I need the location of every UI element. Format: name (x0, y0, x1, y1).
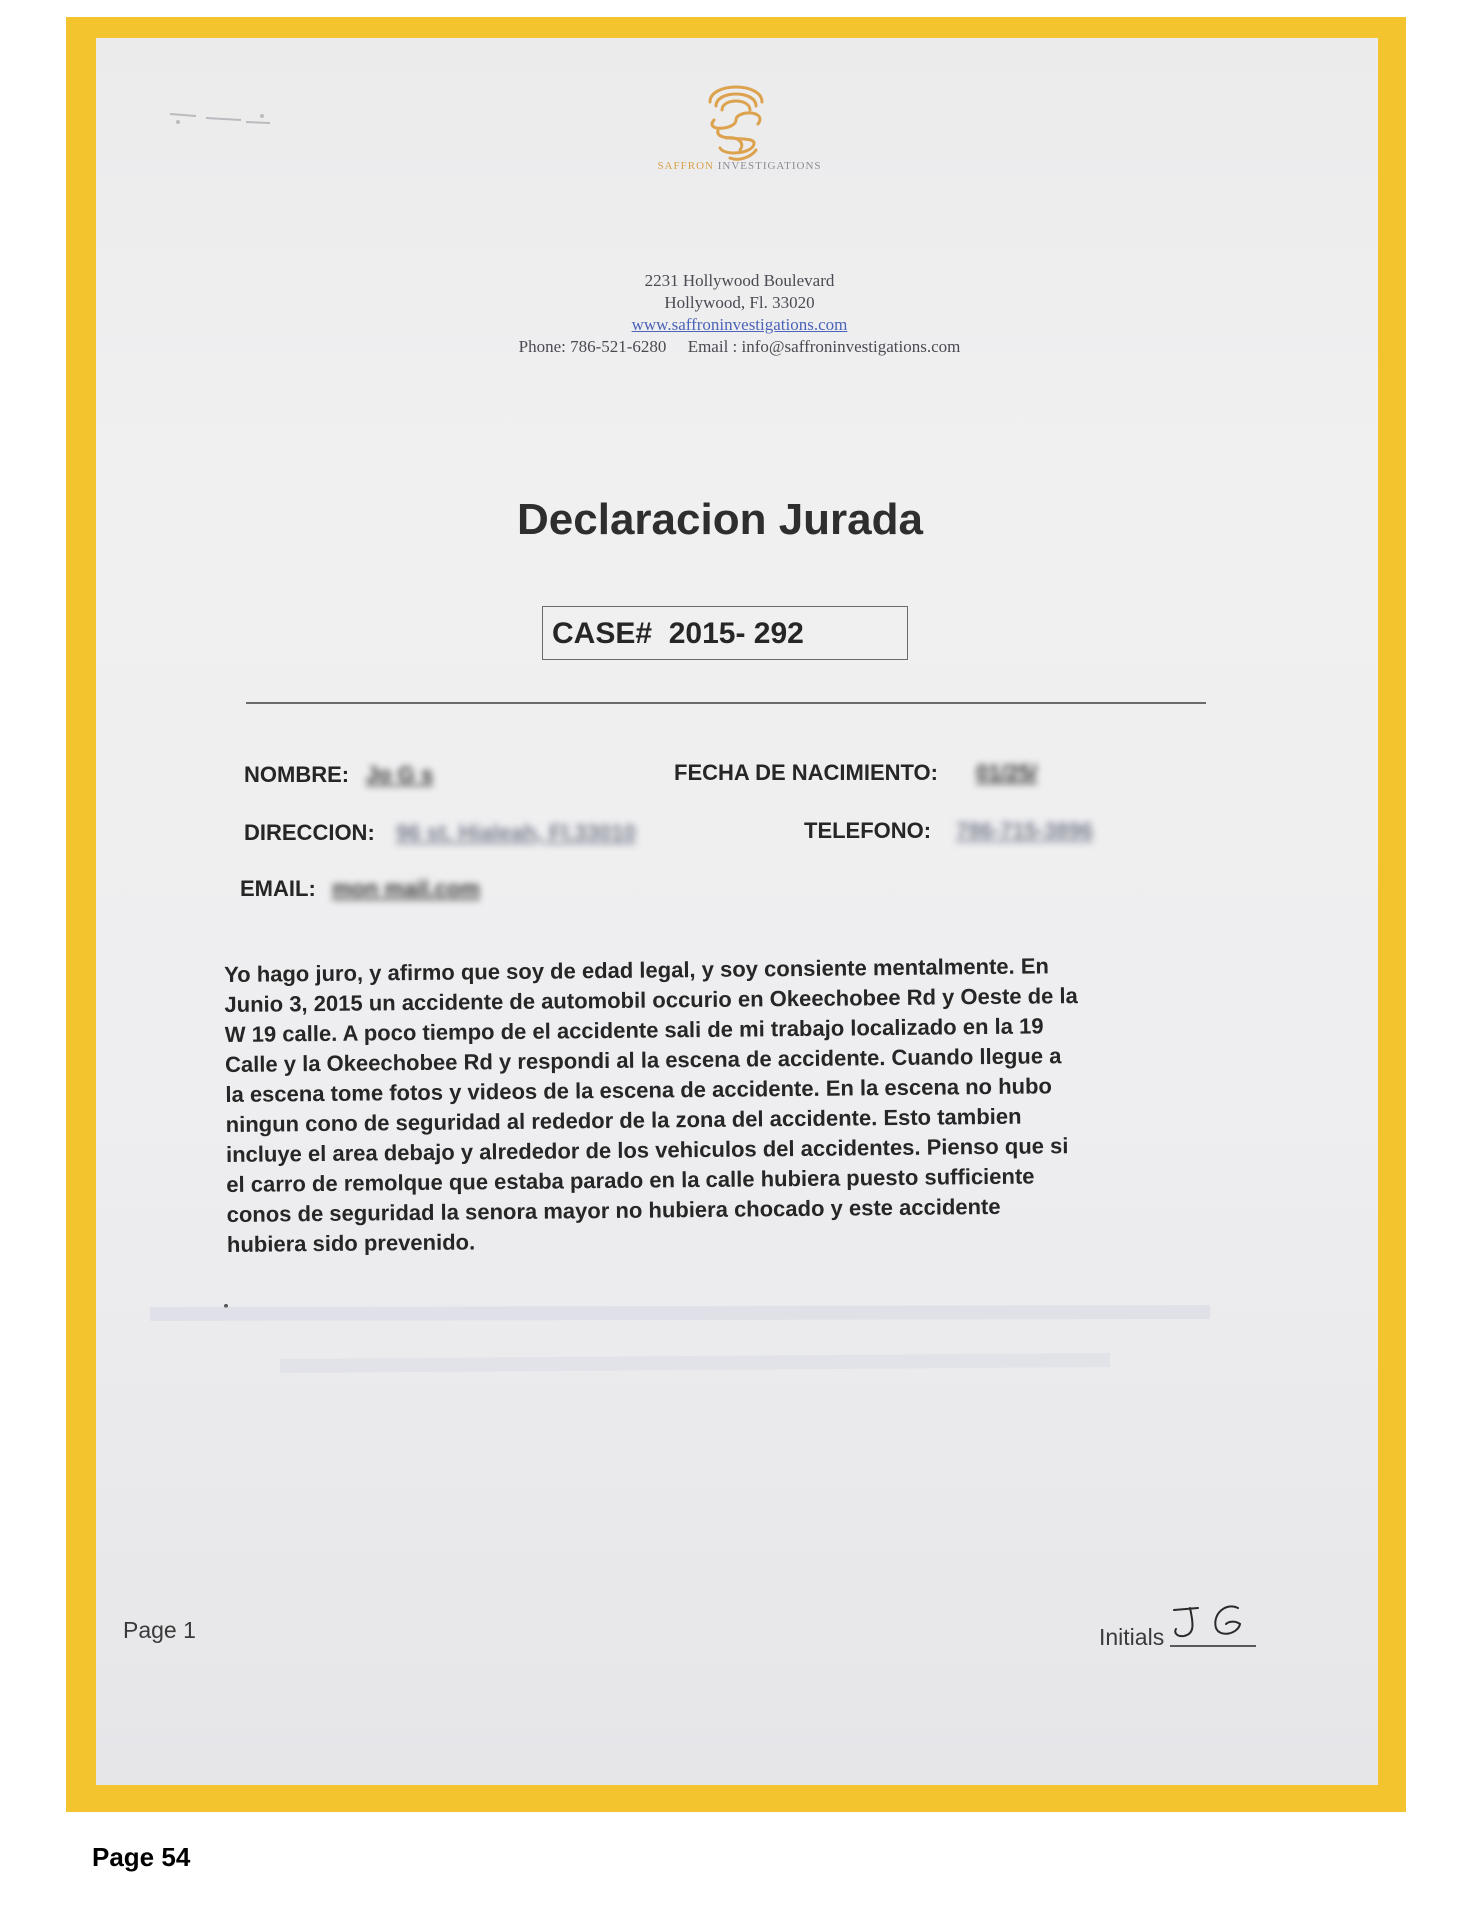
email-field-value-redacted: mon mail.com (332, 876, 480, 901)
statement-line: hubiera sido prevenido. (226, 1229, 476, 1257)
email-address: info@saffroninvestigations.com (741, 337, 961, 356)
phone-number: 786-521-6280 (570, 337, 667, 356)
telefono-value-redacted: 786-715-3896 (956, 818, 1094, 843)
statement-line: incluye el area debajo y alrededor de los vehiculos del accidentes. Pienso que si (225, 1133, 1069, 1167)
letterhead-address (0, 270, 1479, 358)
nombre-label: NOMBRE: (244, 762, 350, 787)
statement-line: ningun cono de seguridad al rededor de la zona del accidente. Esto tambien (225, 1103, 1022, 1137)
statement-line: Junio 3, 2015 un accidente de automobil occurio en Okeechobee Rd y Oeste de la (224, 983, 1078, 1017)
case-label: CASE# (552, 617, 653, 650)
initials-label: Initials (1099, 1624, 1165, 1650)
document-page-number: Page 54 (92, 1842, 191, 1872)
statement-line: la escena tome fotos y videos de la escena de accidente. En la escena no hubo (225, 1073, 1053, 1107)
nombre-value-redacted: Jo G s (366, 762, 434, 787)
telefono-label: TELEFONO: (804, 818, 932, 843)
statement-line: W 19 calle. A poco tiempo de el accidente sali de mi trabajo localizado en la 19 (224, 1013, 1044, 1047)
company-suffix: INVESTIGATIONS (717, 160, 822, 172)
statement-line: conos de seguridad la senora mayor no hubiera chocado y este accidente (226, 1193, 1001, 1227)
statement-line: Calle y la Okeechobee Rd y respondi al la escena de accidente. Cuando llegue a (224, 1043, 1062, 1077)
sworn-statement (224, 950, 1227, 1260)
contact-line (0, 336, 1479, 358)
page-number: Page 1 (123, 1617, 196, 1643)
statement-line: el carro de remolque que estaba parado en la calle hubiera puesto sufficiente (226, 1163, 1035, 1197)
statement-line: Yo hago juro, y afirmo que soy de edad legal, y soy consiente mentalmente. En (224, 953, 1050, 987)
document-title: Declaracion Jurada (517, 495, 923, 544)
email-field-label: EMAIL: (240, 876, 316, 901)
staple-marks (166, 108, 276, 130)
email-label: Email : (687, 337, 738, 356)
address-line-1: 2231 Hollywood Boulevard (644, 271, 835, 290)
initials-signature (1168, 1596, 1258, 1656)
company-name (0, 160, 1479, 172)
divider-line (246, 702, 1206, 704)
bleed-through-marks (130, 1300, 1280, 1390)
fecha-nacimiento-label: FECHA DE NACIMIENTO: (674, 760, 938, 785)
case-value: 2015- 292 (668, 617, 804, 650)
case-number (552, 617, 804, 651)
phone-label: Phone: (518, 337, 566, 356)
website-link[interactable]: www.saffroninvestigations.com (631, 315, 848, 334)
direccion-value-redacted: 96 st. Hialeah, Fl.33010 (396, 820, 636, 845)
company-brand: SAFFRON (657, 160, 714, 172)
fecha-nacimiento-value-redacted: 01/25/ (976, 760, 1038, 785)
fingerprint-logo-icon (696, 72, 776, 168)
direccion-label: DIRECCION: (244, 820, 375, 845)
address-line-2: Hollywood, Fl. 33020 (664, 293, 815, 312)
